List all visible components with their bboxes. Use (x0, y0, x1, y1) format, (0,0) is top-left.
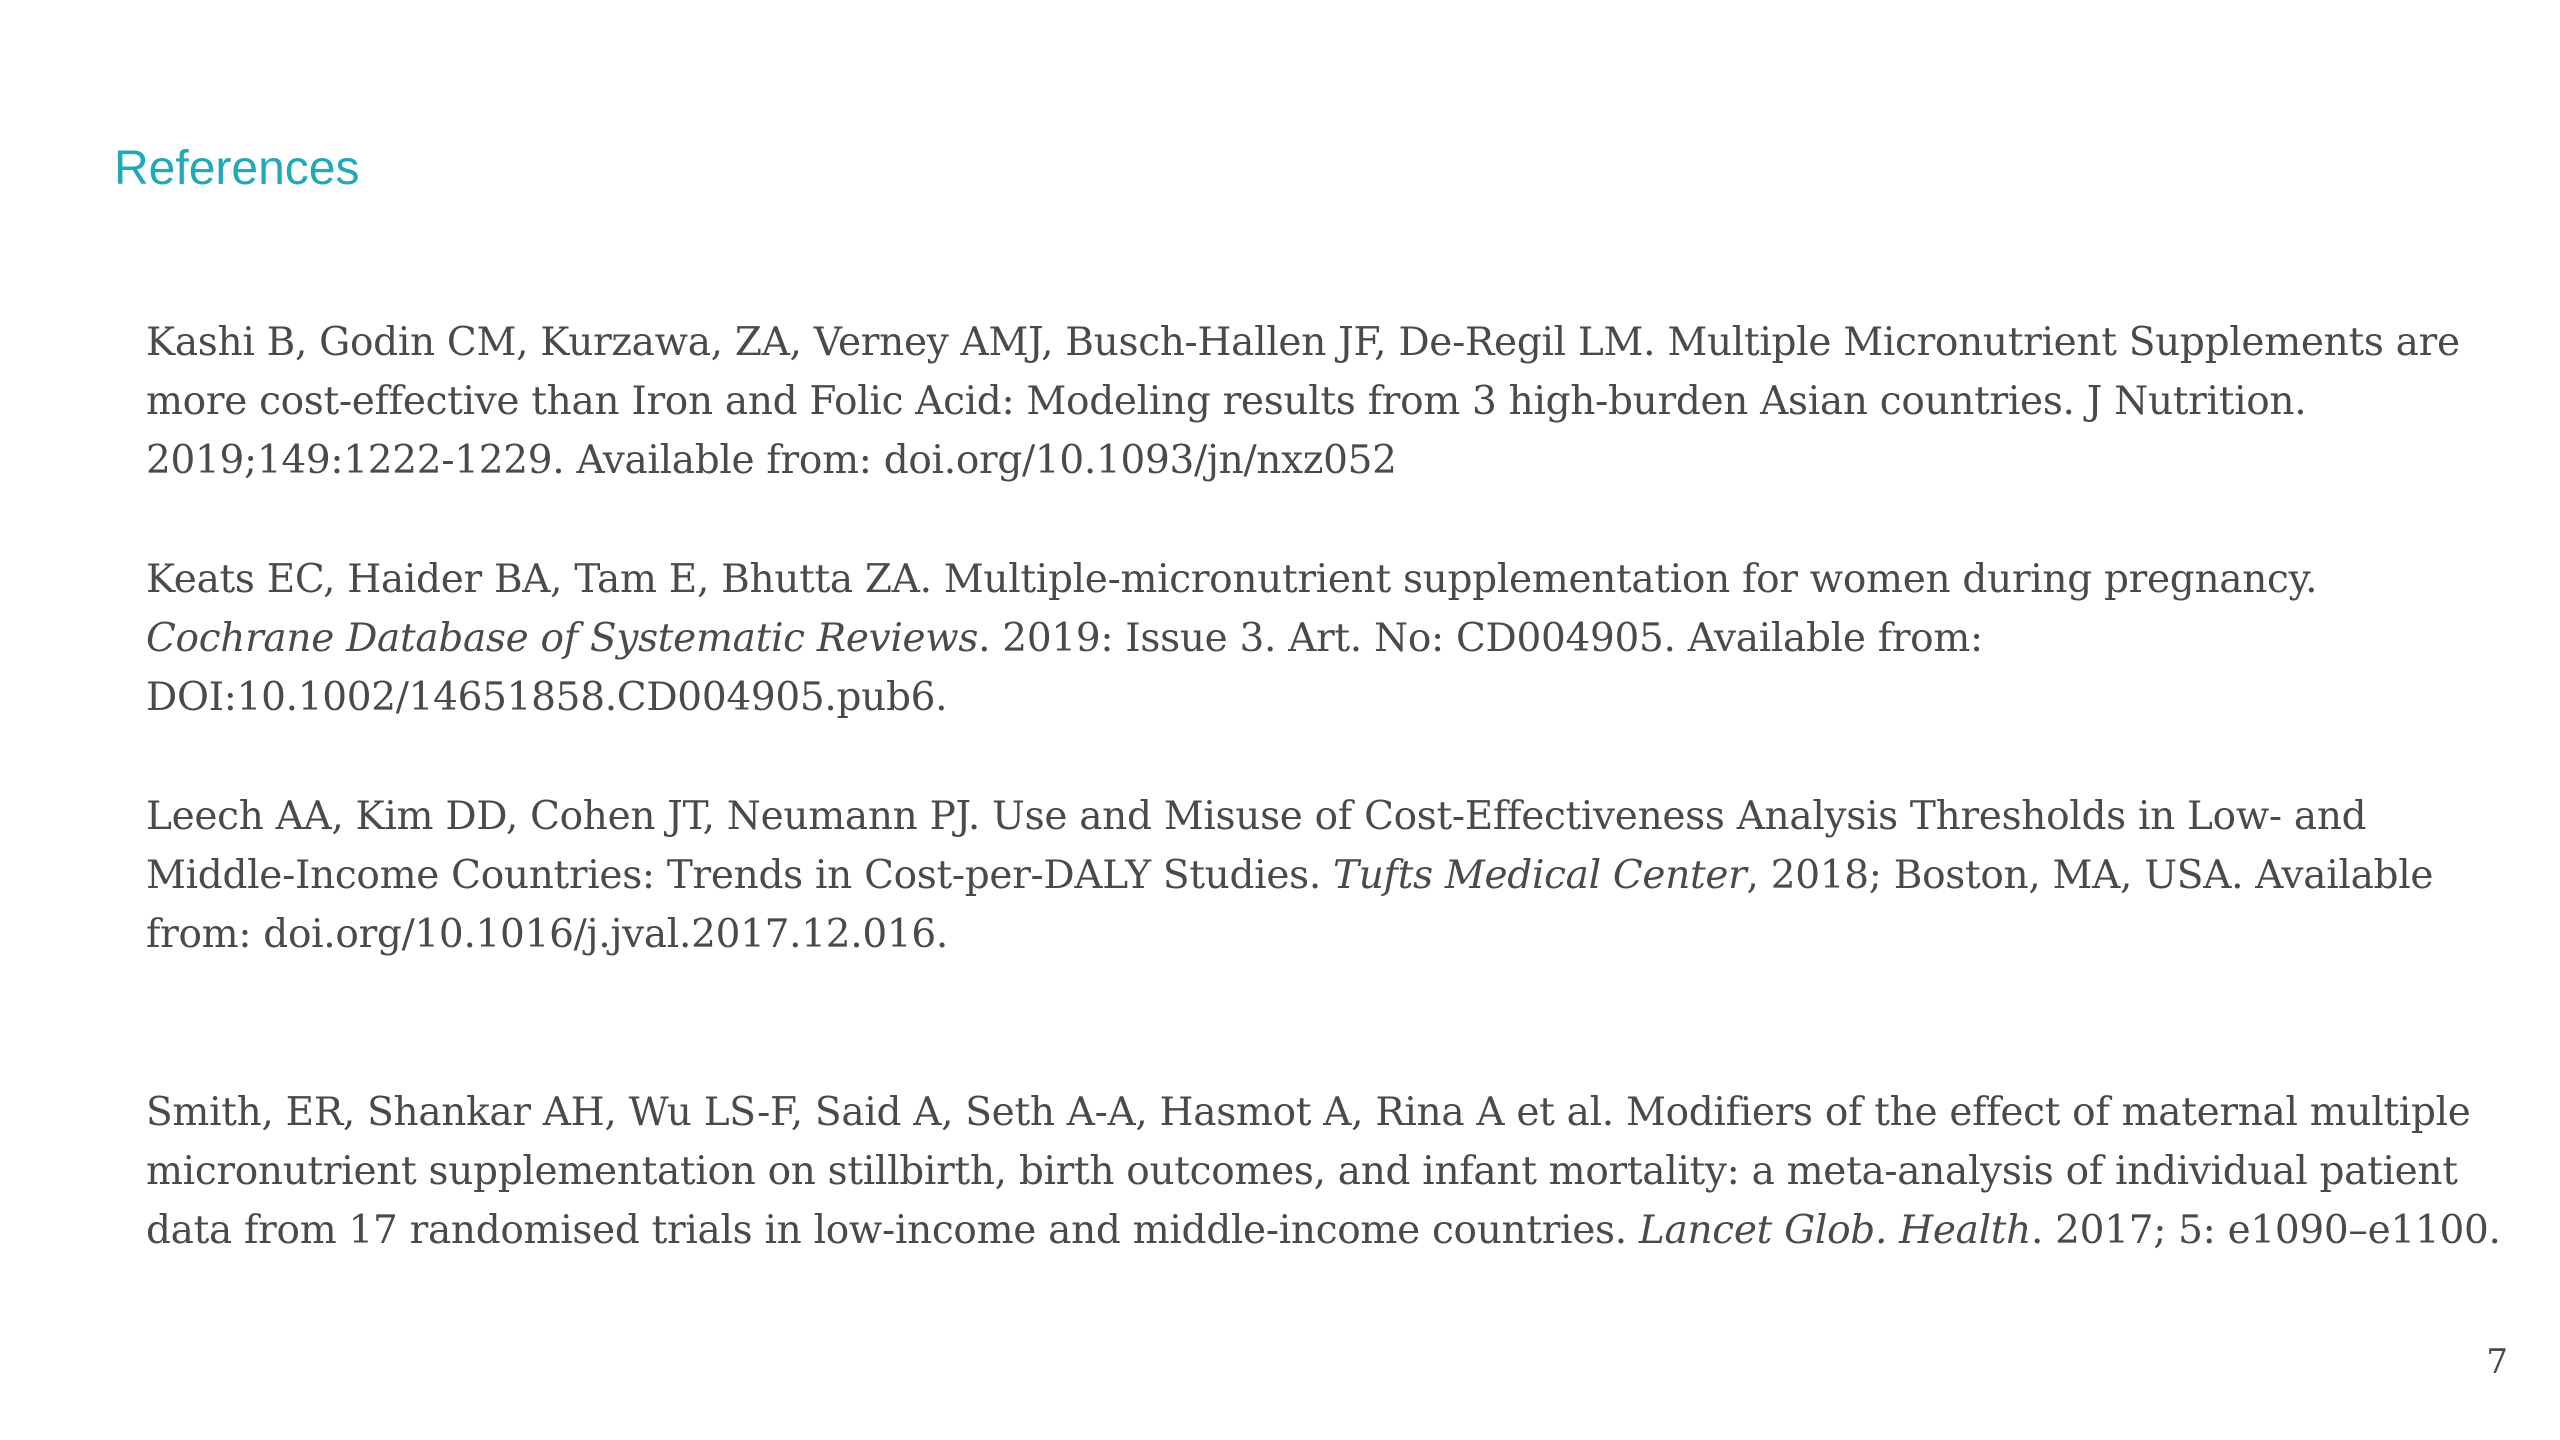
page-title: References (114, 142, 360, 195)
reference-text: Keats EC, Haider BA, Tam E, Bhutta ZA. Multiple-micronutrient supplementation for women during pregnancy. (146, 557, 2318, 602)
page-number: 7 (2486, 1342, 2508, 1382)
reference-journal: Lancet Glob. Health (1638, 1208, 2031, 1253)
reference-item (146, 1083, 2516, 1260)
reference-text: . 2017; 5: e1090–e1100. (2030, 1208, 2501, 1253)
reference-journal: Tufts Medical Center (1333, 853, 1747, 898)
reference-journal: Cochrane Database of Systematic Reviews (146, 616, 979, 661)
reference-item (146, 550, 2516, 727)
reference-text: Kashi B, Godin CM, Kurzawa, ZA, Verney AMJ, Busch-Hallen JF, De-Regil LM. Multiple Micronutrient Supplements are more cost-effective than Iron and Folic Acid: Modeling results from 3 high-burden Asian countries. J Nutrition. 2019;149:1222-1229. Available from: doi.org/10.1093/jn/nxz052 (146, 320, 2460, 483)
reference-text: Smith, ER, Shankar AH, Wu LS-F, Said A, Seth A-A, Hasmot A, Rina A et al. Modifiers of the effect of maternal multiple micronutrient supplementation on stillbirth, birth outcomes, and infant mortality: a meta-analysis of individual patient data from 17 randomised trials in low-income and middle-income countries. (146, 1090, 2471, 1253)
reference-item (146, 787, 2516, 964)
reference-text: , 2018; Boston, MA, USA. Available from: doi.org/10.1016/j.jval.2017.12.016. (146, 853, 2434, 957)
reference-item (146, 313, 2516, 490)
reference-text: . 2019: Issue 3. Art. No: CD004905. Available from: DOI:10.1002/14651858.CD004905.pub6. (146, 616, 1983, 720)
reference-text: Leech AA, Kim DD, Cohen JT, Neumann PJ. Use and Misuse of Cost-Effectiveness Analysis Thresholds in Low- and Middle-Income Countries: Trends in Cost-per-DALY Studies. (146, 794, 2367, 898)
